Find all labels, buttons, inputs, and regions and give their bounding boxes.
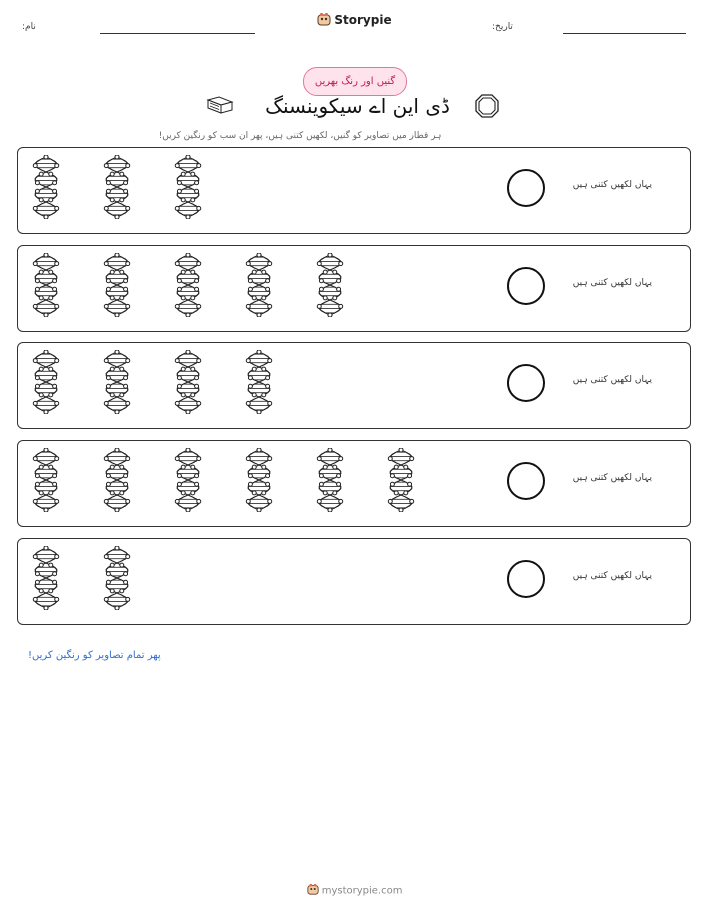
brand-name: Storypie bbox=[334, 13, 392, 27]
dna-icon bbox=[173, 253, 203, 317]
dna-icon bbox=[31, 155, 61, 219]
octagon-icon bbox=[474, 93, 500, 123]
dna-icon bbox=[244, 350, 274, 414]
date-label: تاریخ: bbox=[492, 22, 513, 32]
count-prompt: یہاں لکھیں کتنی ہیں bbox=[572, 278, 652, 288]
storypie-logo-icon bbox=[317, 12, 331, 29]
answer-circle[interactable] bbox=[507, 169, 545, 207]
name-line[interactable] bbox=[100, 33, 255, 34]
dna-icon bbox=[31, 350, 61, 414]
dna-icon bbox=[173, 448, 203, 512]
dna-icon bbox=[102, 155, 132, 219]
dna-icon bbox=[173, 350, 203, 414]
count-prompt: یہاں لکھیں کتنی ہیں bbox=[572, 375, 652, 385]
dna-icon bbox=[244, 253, 274, 317]
counting-row bbox=[17, 147, 691, 234]
answer-circle[interactable] bbox=[507, 364, 545, 402]
dna-icon bbox=[31, 253, 61, 317]
dna-icon bbox=[31, 546, 61, 610]
counting-row bbox=[17, 538, 691, 625]
dna-icon bbox=[102, 448, 132, 512]
answer-circle[interactable] bbox=[507, 267, 545, 305]
counting-row bbox=[17, 440, 691, 527]
counting-row bbox=[17, 245, 691, 332]
dna-icon bbox=[102, 350, 132, 414]
dna-icon bbox=[386, 448, 416, 512]
counting-row bbox=[17, 342, 691, 429]
dna-icon bbox=[173, 155, 203, 219]
answer-circle[interactable] bbox=[507, 462, 545, 500]
site-footer bbox=[0, 883, 709, 898]
footer-url[interactable]: mystorypie.com bbox=[321, 885, 403, 897]
worksheet-title: ڈی این اے سیکوینسنگ bbox=[265, 94, 450, 118]
answer-circle[interactable] bbox=[507, 560, 545, 598]
name-label: نام: bbox=[22, 22, 36, 32]
storypie-logo-icon bbox=[307, 883, 319, 898]
dna-icon bbox=[315, 253, 345, 317]
instructions: ہر قطار میں تصاویر کو گنیں، لکھیں کتنی ہیں، پھر ان سب کو رنگین کریں! bbox=[158, 131, 442, 141]
dna-icon bbox=[315, 448, 345, 512]
dna-icon bbox=[102, 253, 132, 317]
book-icon bbox=[205, 94, 235, 120]
count-prompt: یہاں لکھیں کتنی ہیں bbox=[572, 571, 652, 581]
dna-icon bbox=[244, 448, 274, 512]
count-prompt: یہاں لکھیں کتنی ہیں bbox=[572, 473, 652, 483]
brand bbox=[0, 12, 709, 29]
activity-badge: گنیں اور رنگ بھریں bbox=[303, 67, 407, 96]
date-line[interactable] bbox=[563, 33, 686, 34]
count-prompt: یہاں لکھیں کتنی ہیں bbox=[572, 180, 652, 190]
closing-note: پھر تمام تصاویر کو رنگین کریں! bbox=[28, 650, 161, 661]
dna-icon bbox=[102, 546, 132, 610]
dna-icon bbox=[31, 448, 61, 512]
